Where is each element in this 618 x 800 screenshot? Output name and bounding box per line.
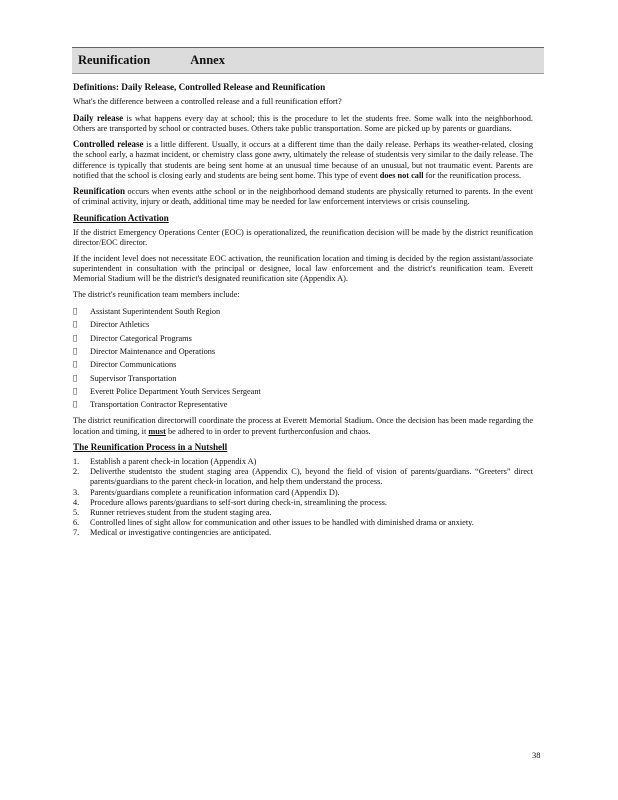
team-member-item	[73, 385, 533, 398]
activation-closing	[73, 416, 533, 436]
step-text: Controlled lines of sight allow for communication and other issues to be handled with diminished drama or anxiety.	[90, 517, 474, 527]
daily-release-lead: Daily release	[73, 112, 124, 123]
step-number: 7.	[73, 527, 80, 537]
nutshell-step	[73, 467, 533, 487]
controlled-release-paragraph	[73, 139, 533, 180]
team-member-text: Transportation Contractor Representative	[90, 400, 228, 410]
step-text: Deliverthe studentsto the student staging area (Appendix C), beyond the field of vision of parents/guardians. “Greeters” direct parents/guardians to the parent check-in location, and help them understand the process.	[90, 467, 533, 487]
step-text: Establish a parent check-in location (Appendix A)	[90, 457, 257, 467]
daily-release-paragraph	[73, 113, 533, 134]
step-number: 1.	[73, 457, 80, 467]
step-text: Procedure allows parents/guardians to self-sort during check-in, streamlining the process.	[90, 497, 387, 507]
bullet-icon	[73, 385, 90, 398]
team-member-text: Everett Police Department Youth Services Sergeant	[90, 386, 261, 396]
team-member-item	[73, 398, 533, 411]
team-member-text: Director Maintenance and Operations	[90, 346, 216, 356]
activation-paragraph-2: If the incident level does not necessitate EOC activation, the reunification location and timing is decided by the region assistant/associate superintendent in consultation with the principal or designee, local law enforcement and the district's reunification team. Everett Memorial Stadium will be the district's designated reunification site (Appendix A).	[73, 253, 533, 283]
header-title: Reunification	[78, 53, 151, 67]
team-member-text: Director Categorical Programs	[90, 333, 192, 343]
definitions-question: What's the difference between a controlled release and a full reunification effort?	[73, 97, 342, 107]
page-number: 38	[532, 750, 541, 760]
activation-closing-2: be adhered to in order to prevent furtherconfusion and chaos.	[165, 426, 371, 436]
document-body	[73, 82, 533, 538]
team-member-item	[73, 332, 533, 345]
reunification-paragraph	[73, 186, 533, 207]
activation-heading-text: Reunification Activation	[73, 212, 169, 223]
team-member-item	[73, 372, 533, 385]
team-member-text: Director Athletics	[90, 320, 150, 330]
team-member-item	[73, 358, 533, 371]
controlled-release-lead: Controlled release	[73, 139, 144, 150]
team-member-item	[73, 305, 533, 318]
bullet-icon	[73, 332, 90, 345]
team-member-item	[73, 345, 533, 358]
bullet-icon	[73, 398, 90, 411]
bullet-icon	[73, 318, 90, 331]
team-members-intro: The district's reunification team members include:	[73, 289, 240, 299]
daily-release-text: is what happens every day at school; this is the procedure to let the students free. Some walk into the neighborhood. Others are transported by school or contracted buses. Others take public transportation. Some are picked up by parents or guardians.	[73, 113, 533, 133]
header-bar	[72, 48, 544, 73]
nutshell-heading-text: The Reunification Process in a Nutshell	[73, 442, 228, 453]
nutshell-step	[73, 457, 533, 467]
step-number: 5.	[73, 507, 80, 517]
step-text: Medical or investigative contingencies are anticipated.	[90, 527, 272, 537]
activation-heading	[73, 213, 533, 223]
activation-paragraph-1: If the district Emergency Operations Center (EOC) is operationalized, the reunification decision will be made by the district reunification director/EOC director.	[73, 228, 533, 248]
step-text: Runner retrieves student from the student staging area.	[90, 507, 272, 517]
reunification-text: occurs when events atthe school or in the neighborhood demand students are physically returned to parents. In the event of criminal activity, injury or death, additional time may be needed for law enforcement interviews or crisis counseling.	[73, 187, 533, 207]
team-member-text: Assistant Superintendent South Region	[90, 307, 221, 317]
header-bottom-rule	[72, 73, 544, 74]
bullet-icon	[73, 345, 90, 358]
controlled-release-bold: does not call	[379, 170, 424, 180]
nutshell-heading	[73, 442, 533, 452]
nutshell-step	[73, 518, 533, 528]
team-members-list	[73, 305, 533, 411]
team-member-item	[73, 318, 533, 331]
nutshell-step	[73, 488, 533, 498]
step-number: 2.	[73, 467, 80, 477]
bullet-icon	[73, 372, 90, 385]
bullet-icon	[73, 305, 90, 318]
nutshell-step	[73, 508, 533, 518]
step-number: 4.	[73, 497, 80, 507]
activation-closing-bold: must	[148, 426, 166, 436]
header-subtitle: Annex	[190, 53, 225, 67]
step-number: 6.	[73, 517, 80, 527]
nutshell-steps-list	[73, 457, 533, 538]
controlled-release-text-1: is a little different. Usually, it occurs at a different time than the daily release. Perhaps its weather-related, closing the school early, a hazmat incident, or chemistry class gone awry, ultimately the release of studentsis very similar to the daily release. The difference is typically that students are being sent home at an unusual time because of an unusual, but not traumatic event. Parents are notified that the school is closing early and students are being sent home. This type of event	[73, 140, 533, 180]
activation-closing-1: The district reunification directorwill coordinate the process at Everett Memorial Stadium. Once the decision has been made regarding the location and timing, it	[73, 416, 533, 436]
team-member-text: Director Communications	[90, 360, 177, 370]
controlled-release-text-2: for the reunification process.	[423, 170, 522, 180]
nutshell-step	[73, 498, 533, 508]
step-text: Parents/guardians complete a reunification information card (Appendix D).	[90, 487, 340, 497]
reunification-lead: Reunification	[73, 186, 126, 197]
team-member-text: Supervisor Transportation	[90, 373, 177, 383]
step-number: 3.	[73, 487, 80, 497]
nutshell-step	[73, 528, 533, 538]
bullet-icon	[73, 358, 90, 371]
definitions-heading: Definitions: Daily Release, Controlled Release and Reunification	[73, 82, 326, 92]
